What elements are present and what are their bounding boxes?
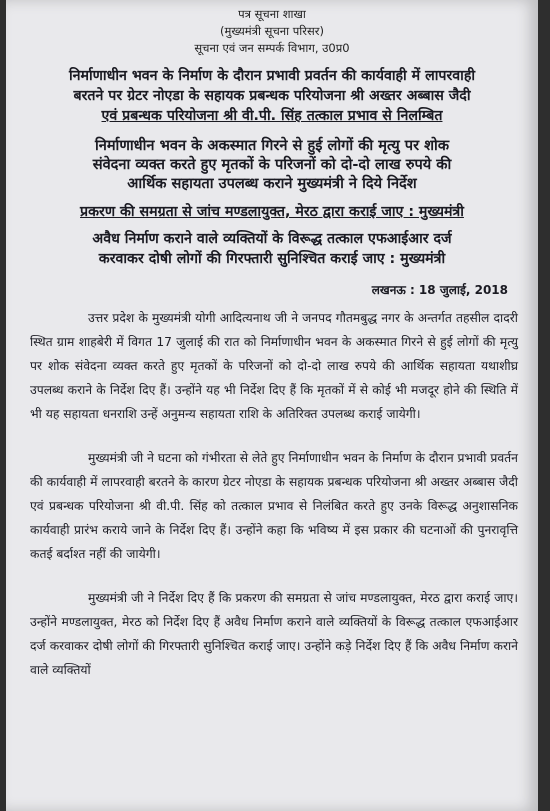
dateline: लखनऊ : 18 जुलाई, 2018 [371,283,508,297]
headline-financial-aid-line-3: आर्थिक सहायता उपलब्ध कराने मुख्यमंत्री ने दिये निर्देश [127,175,417,192]
headline-inquiry [6,202,538,222]
letterhead-line-1: पत्र सूचना शाखा [238,7,306,21]
headline-suspension-line-1: निर्माणाधीन भवन के निर्माण के दौरान प्रभावी प्रवर्तन की कार्यवाही में लापरवाही [68,68,476,84]
headline-suspension-line-3: एवं प्रबन्धक परियोजना श्री वी.पी. सिंह तत्काल प्रभाव से निलम्बित [101,108,443,124]
headline-financial-aid-line-1: निर्माणाधीन भवन के अकस्मात गिरने से हुई लोगों की मृत्यु पर शोक [94,137,450,154]
letterhead [6,0,538,57]
press-release-page [6,0,538,811]
headline-financial-aid-line-2: संवेदना व्यक्त करते हुए मृतकों के परिजनों को दो-दो लाख रुपये की [92,156,452,173]
headline-inquiry-line-1: प्रकरण की समग्रता से जांच मण्डलायुक्त, मेरठ द्वारा कराई जाए : मुख्यमंत्री [80,204,464,220]
letterhead-line-2: (मुख्यमंत्री सूचना परिसर) [220,24,324,38]
headline-suspension [6,66,538,126]
headline-suspension-line-2: बरतने पर ग्रेटर नोएडा के सहायक प्रबन्धक परियोजना श्री अख्तर अब्बास जैदी [73,88,471,104]
paragraph-2: मुख्यमंत्री जी ने घटना को गंभीरता से लेते हुए निर्माणाधीन भवन के निर्माण के दौरान प्रभावी प्रवर्तन की कार्यवाही में लापरवाही बरतने के कारण ग्रेटर नोएडा के सहायक प्रबन्धक परियोजना श्री अख्तर अब्बास जैदी एवं प्रबन्धक परियोजना श्री वी.पी. सिंह को तत्काल प्रभाव से निलंबित करते हुए उनके विरूद्ध अनुशासनिक कार्यवाही प्रारंभ कराये जाने के निर्देश दिए हैं। उन्होंने कहा कि भविष्य में इस प्रकार की घटनाओं की पुनरावृत्ति कतई बर्दाश्त नहीं की जायेगी। [30,451,518,561]
letterhead-line-3: सूचना एवं जन सम्पर्क विभाग, उ0प्र0 [194,41,350,55]
headline-fir [6,229,538,269]
headline-fir-line-2: करवाकर दोषी लोगों की गिरफ्तारी सुनिश्चित कराई जाए : मुख्यमंत्री [98,251,446,267]
headline-financial-aid [6,136,538,193]
headline-fir-line-1: अवैध निर्माण कराने वाले व्यक्तियों के विरूद्ध तत्काल एफआईआर दर्ज [92,231,452,247]
paragraph-3: मुख्यमंत्री जी ने निर्देश दिए हैं कि प्रकरण की समग्रता से जांच मण्डलायुक्त, मेरठ द्वारा कराई जाए। उन्होंने मण्डलायुक्त, मेरठ को निर्देश दिए हैं अवैध निर्माण कराने वाले व्यक्तियों के विरूद्ध तत्काल एफआईआर दर्ज करवाकर दोषी लोगों की गिरफ्तारी सुनिश्चित कराई जाए। उन्होंने कड़े निर्देश दिए हैं कि अवैध निर्माण कराने वाले व्यक्तियों [30,591,518,677]
paragraph-1: उत्तर प्रदेश के मुख्यमंत्री योगी आदित्यनाथ जी ने जनपद गौतमबुद्ध नगर के अन्तर्गत तहसील दादरी स्थित ग्राम शाहबेरी में विगत 17 जुलाई की रात को निर्माणाधीन भवन के अकस्मात गिरने से हुई लोगों की मृत्यु पर शोक संवेदना व्यक्त करते हुए मृतकों के परिजनों को दो-दो लाख रुपये की आर्थिक सहायता यथाशीघ्र उपलब्ध कराने के निर्देश दिए हैं। उन्होंने यह भी निर्देश दिए हैं कि मृतकों में से कोई भी मजदूर होने की स्थिति में भी यह सहायता धनराशि उन्हें अनुमन्य सहायता राशि के अतिरिक्त उपलब्ध कराई जायेगी। [30,311,518,421]
